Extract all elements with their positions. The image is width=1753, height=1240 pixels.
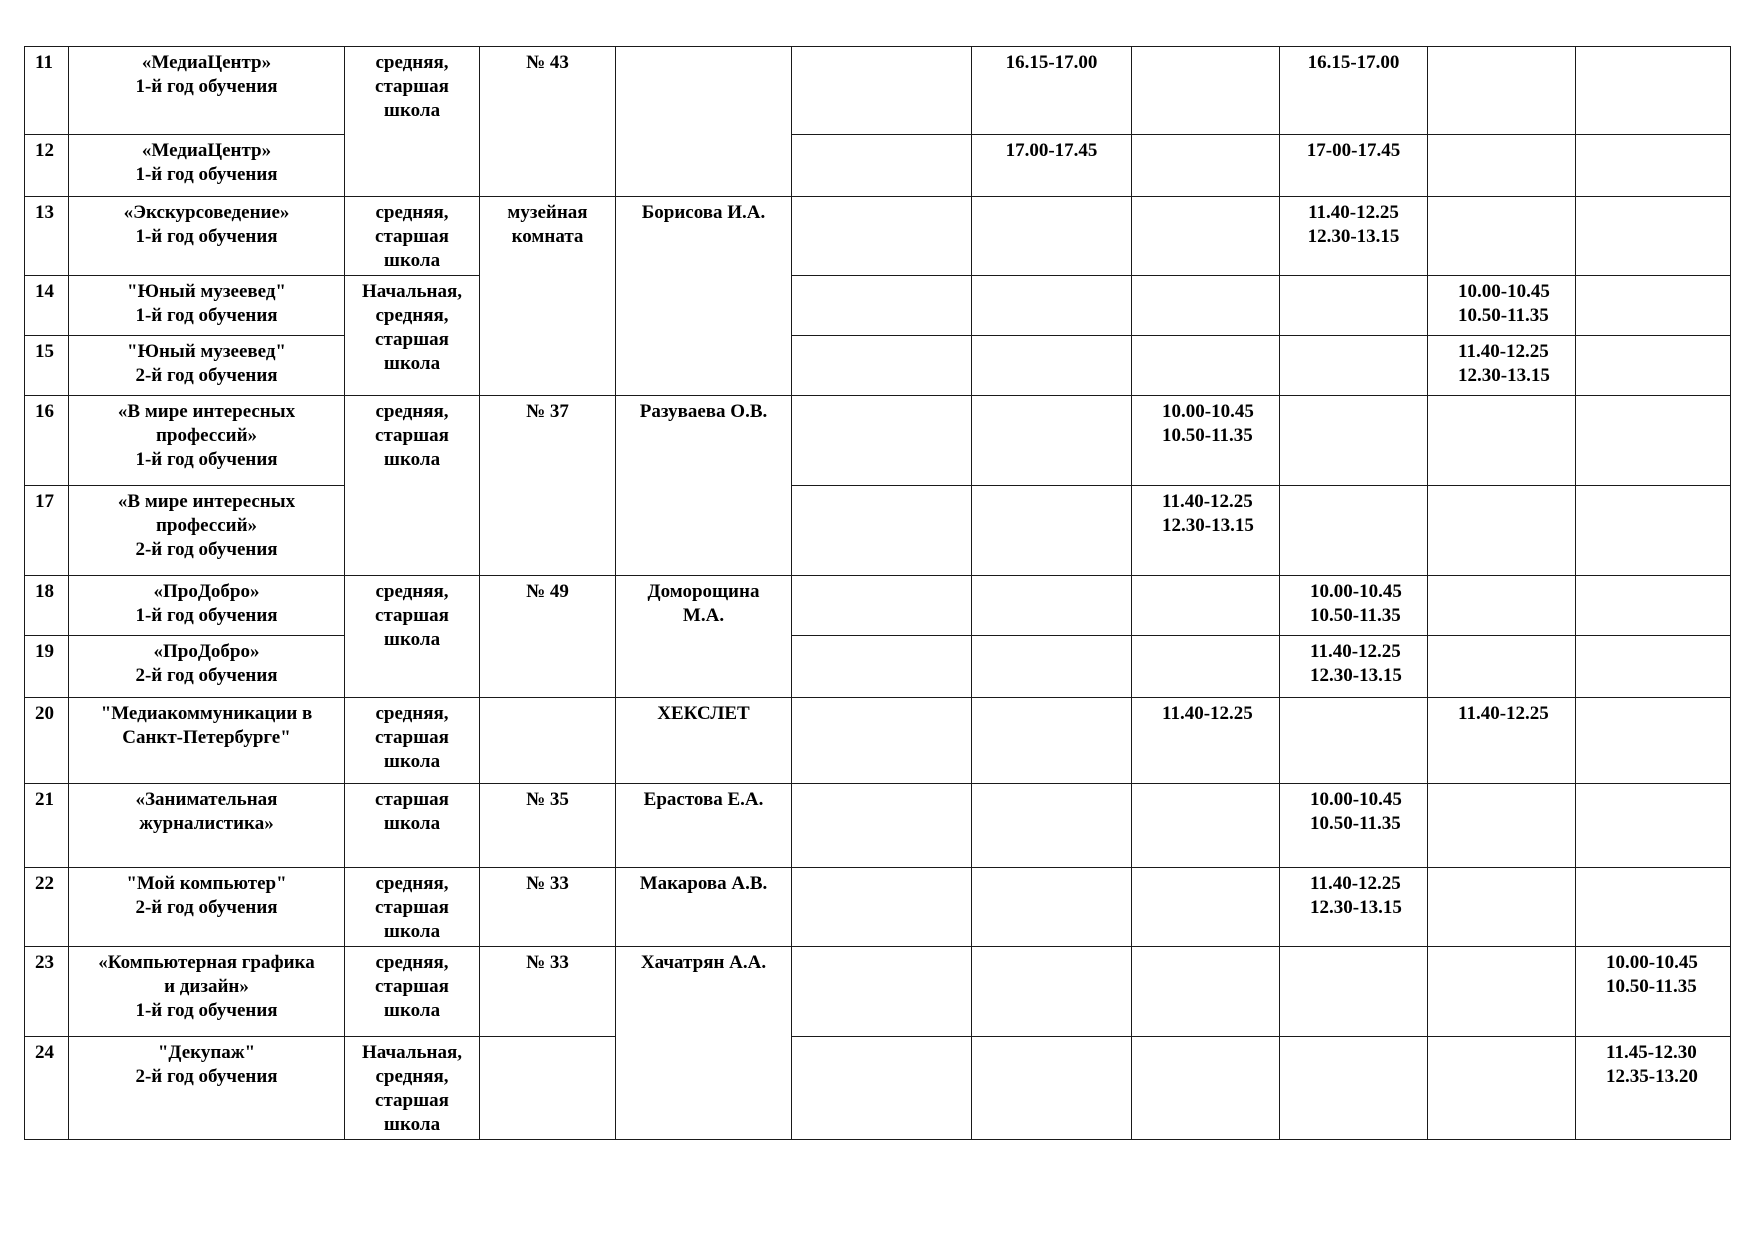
time-sat — [1576, 396, 1731, 486]
table-row — [25, 698, 1731, 784]
time-fri — [1428, 197, 1576, 276]
time-thu: 16.15-17.00 — [1280, 47, 1428, 135]
table-row — [25, 486, 1731, 576]
time-mon — [792, 135, 972, 197]
time-tue: 16.15-17.00 — [972, 47, 1132, 135]
school-level: Начальная, средняя, старшая школа — [345, 276, 480, 396]
table-row — [25, 868, 1731, 947]
time-wed — [1132, 576, 1280, 636]
school-level: средняя, старшая школа — [345, 47, 480, 197]
row-number: 16 — [25, 396, 69, 486]
time-wed — [1132, 784, 1280, 868]
room: № 35 — [480, 784, 616, 868]
time-sat — [1576, 868, 1731, 947]
row-number: 20 — [25, 698, 69, 784]
time-fri: 11.40-12.25 12.30-13.15 — [1428, 336, 1576, 396]
row-number: 22 — [25, 868, 69, 947]
time-wed — [1132, 868, 1280, 947]
time-tue: 17.00-17.45 — [972, 135, 1132, 197]
time-thu: 17-00-17.45 — [1280, 135, 1428, 197]
time-mon — [792, 947, 972, 1037]
time-wed — [1132, 947, 1280, 1037]
school-level: средняя, старшая школа — [345, 698, 480, 784]
time-thu: 11.40-12.25 12.30-13.15 — [1280, 868, 1428, 947]
time-fri — [1428, 868, 1576, 947]
course-name: "Декупаж" 2-й год обучения — [69, 1037, 345, 1140]
time-thu — [1280, 947, 1428, 1037]
room: музейная комната — [480, 197, 616, 396]
time-mon — [792, 486, 972, 576]
time-fri — [1428, 486, 1576, 576]
time-mon — [792, 336, 972, 396]
time-sat: 11.45-12.30 12.35-13.20 — [1576, 1037, 1731, 1140]
course-name: «Занимательная журналистика» — [69, 784, 345, 868]
time-tue — [972, 947, 1132, 1037]
time-thu — [1280, 276, 1428, 336]
time-tue — [972, 576, 1132, 636]
course-name: «В мире интересных профессий» 2-й год обучения — [69, 486, 345, 576]
teacher: Ерастова Е.А. — [616, 784, 792, 868]
time-wed: 11.40-12.25 — [1132, 698, 1280, 784]
time-mon — [792, 396, 972, 486]
time-fri: 11.40-12.25 — [1428, 698, 1576, 784]
time-sat — [1576, 336, 1731, 396]
room — [480, 1037, 616, 1140]
time-sat — [1576, 698, 1731, 784]
time-wed — [1132, 276, 1280, 336]
time-fri — [1428, 576, 1576, 636]
table-row — [25, 135, 1731, 197]
time-tue — [972, 486, 1132, 576]
time-wed — [1132, 135, 1280, 197]
time-tue — [972, 698, 1132, 784]
row-number: 21 — [25, 784, 69, 868]
teacher: Хачатрян А.А. — [616, 947, 792, 1140]
course-name: "Медиакоммуникации в Санкт-Петербурге" — [69, 698, 345, 784]
time-mon — [792, 1037, 972, 1140]
time-wed — [1132, 336, 1280, 396]
room: № 33 — [480, 947, 616, 1037]
time-fri — [1428, 47, 1576, 135]
room: № 33 — [480, 868, 616, 947]
teacher — [616, 47, 792, 197]
time-mon — [792, 197, 972, 276]
room: № 49 — [480, 576, 616, 698]
school-level: средняя, старшая школа — [345, 197, 480, 276]
course-name: «Компьютерная графика и дизайн» 1-й год обучения — [69, 947, 345, 1037]
time-fri: 10.00-10.45 10.50-11.35 — [1428, 276, 1576, 336]
table-row — [25, 47, 1731, 135]
time-sat — [1576, 197, 1731, 276]
time-wed — [1132, 47, 1280, 135]
time-sat — [1576, 576, 1731, 636]
time-thu — [1280, 698, 1428, 784]
time-thu — [1280, 336, 1428, 396]
school-level: средняя, старшая школа — [345, 868, 480, 947]
course-name: «В мире интересных профессий» 1-й год обучения — [69, 396, 345, 486]
table-row — [25, 1037, 1731, 1140]
school-level: средняя, старшая школа — [345, 576, 480, 698]
time-tue — [972, 868, 1132, 947]
time-sat — [1576, 276, 1731, 336]
table-row — [25, 336, 1731, 396]
time-tue — [972, 197, 1132, 276]
course-name: "Юный музеевед" 2-й год обучения — [69, 336, 345, 396]
row-number: 12 — [25, 135, 69, 197]
school-level: старшая школа — [345, 784, 480, 868]
course-name: "Юный музеевед" 1-й год обучения — [69, 276, 345, 336]
course-name: «ПроДобро» 2-й год обучения — [69, 636, 345, 698]
time-sat — [1576, 784, 1731, 868]
time-wed: 10.00-10.45 10.50-11.35 — [1132, 396, 1280, 486]
time-fri — [1428, 784, 1576, 868]
time-wed — [1132, 197, 1280, 276]
teacher: Доморощина М.А. — [616, 576, 792, 698]
row-number: 23 — [25, 947, 69, 1037]
table-row — [25, 276, 1731, 336]
time-thu: 11.40-12.25 12.30-13.15 — [1280, 197, 1428, 276]
time-fri — [1428, 1037, 1576, 1140]
time-tue — [972, 276, 1132, 336]
school-level: средняя, старшая школа — [345, 947, 480, 1037]
teacher: Борисова И.А. — [616, 197, 792, 396]
course-name: «МедиаЦентр» 1-й год обучения — [69, 47, 345, 135]
row-number: 11 — [25, 47, 69, 135]
teacher: Разуваева О.В. — [616, 396, 792, 576]
time-tue — [972, 636, 1132, 698]
time-mon — [792, 576, 972, 636]
room — [480, 698, 616, 784]
time-mon — [792, 868, 972, 947]
row-number: 14 — [25, 276, 69, 336]
time-tue — [972, 336, 1132, 396]
time-sat — [1576, 486, 1731, 576]
course-name: «Экскурсоведение» 1-й год обучения — [69, 197, 345, 276]
time-fri — [1428, 135, 1576, 197]
time-wed: 11.40-12.25 12.30-13.15 — [1132, 486, 1280, 576]
row-number: 24 — [25, 1037, 69, 1140]
room: № 37 — [480, 396, 616, 576]
course-name: «МедиаЦентр» 1-й год обучения — [69, 135, 345, 197]
table-row — [25, 636, 1731, 698]
time-tue — [972, 784, 1132, 868]
time-thu: 10.00-10.45 10.50-11.35 — [1280, 576, 1428, 636]
row-number: 13 — [25, 197, 69, 276]
time-thu — [1280, 486, 1428, 576]
table-row — [25, 784, 1731, 868]
time-mon — [792, 276, 972, 336]
row-number: 19 — [25, 636, 69, 698]
time-fri — [1428, 947, 1576, 1037]
time-sat: 10.00-10.45 10.50-11.35 — [1576, 947, 1731, 1037]
teacher: ХЕКСЛЕТ — [616, 698, 792, 784]
time-thu — [1280, 396, 1428, 486]
schedule-table — [24, 46, 1731, 1140]
time-thu: 11.40-12.25 12.30-13.15 — [1280, 636, 1428, 698]
row-number: 15 — [25, 336, 69, 396]
time-mon — [792, 636, 972, 698]
row-number: 18 — [25, 576, 69, 636]
school-level: средняя, старшая школа — [345, 396, 480, 576]
time-thu: 10.00-10.45 10.50-11.35 — [1280, 784, 1428, 868]
teacher: Макарова А.В. — [616, 868, 792, 947]
table-row — [25, 396, 1731, 486]
time-sat — [1576, 636, 1731, 698]
time-mon — [792, 698, 972, 784]
time-sat — [1576, 135, 1731, 197]
time-fri — [1428, 396, 1576, 486]
time-tue — [972, 396, 1132, 486]
time-mon — [792, 784, 972, 868]
table-row — [25, 197, 1731, 276]
time-sat — [1576, 47, 1731, 135]
time-wed — [1132, 636, 1280, 698]
course-name: "Мой компьютер" 2-й год обучения — [69, 868, 345, 947]
school-level: Начальная, средняя, старшая школа — [345, 1037, 480, 1140]
table-row — [25, 947, 1731, 1037]
table-row — [25, 576, 1731, 636]
time-fri — [1428, 636, 1576, 698]
time-thu — [1280, 1037, 1428, 1140]
time-wed — [1132, 1037, 1280, 1140]
time-mon — [792, 47, 972, 135]
row-number: 17 — [25, 486, 69, 576]
course-name: «ПроДобро» 1-й год обучения — [69, 576, 345, 636]
room: № 43 — [480, 47, 616, 197]
time-tue — [972, 1037, 1132, 1140]
